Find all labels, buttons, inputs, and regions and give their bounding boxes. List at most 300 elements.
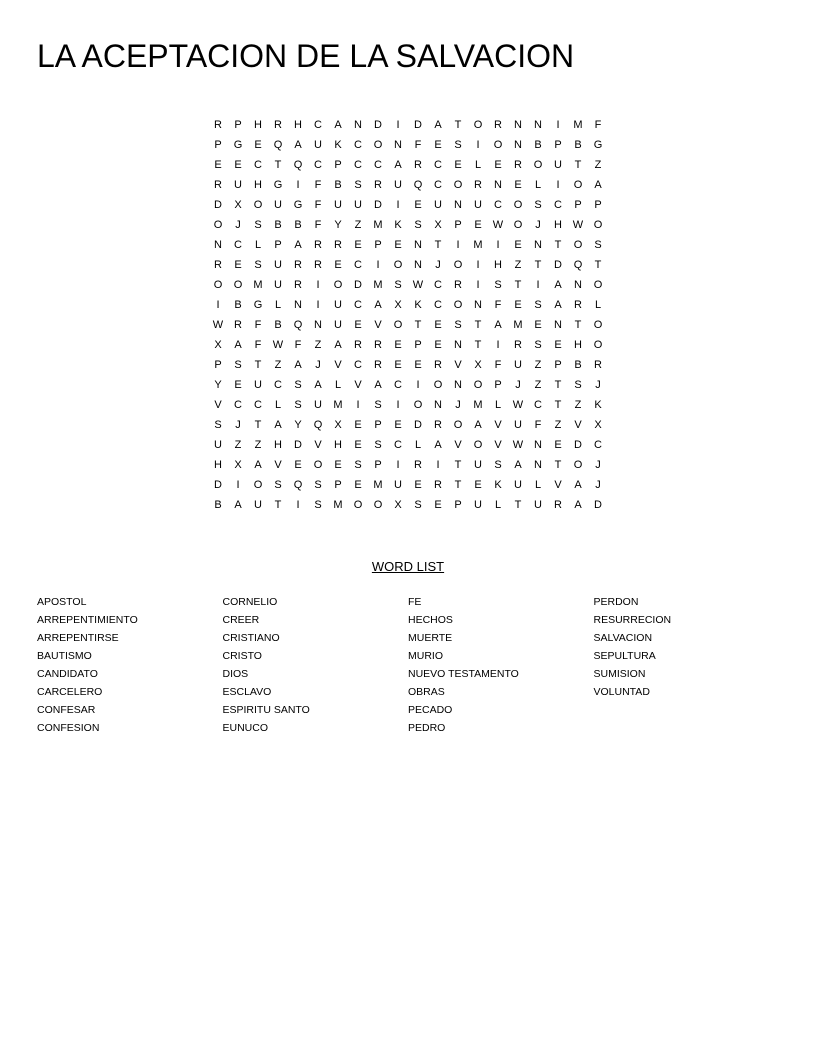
grid-letter: U — [434, 199, 442, 211]
grid-letter: O — [593, 219, 603, 231]
grid-letter: U — [354, 199, 362, 211]
grid-letter: S — [214, 419, 222, 431]
grid-letter: T — [574, 159, 582, 171]
grid-letter: N — [574, 279, 582, 291]
grid-letter: H — [254, 179, 262, 191]
grid-letter: A — [514, 459, 522, 471]
grid-letter: E — [394, 339, 402, 351]
grid-letter: P — [334, 479, 342, 491]
grid-letter: U — [514, 419, 522, 431]
word-list-item: PERDON — [593, 596, 639, 608]
grid-letter: N — [514, 139, 522, 151]
grid-letter: S — [574, 379, 582, 391]
grid-letter: O — [393, 319, 403, 331]
grid-letter: I — [396, 459, 400, 471]
grid-letter: Z — [254, 439, 262, 451]
grid-letter: O — [513, 199, 523, 211]
grid-letter: U — [314, 139, 322, 151]
grid-letter: Z — [314, 339, 322, 351]
grid-letter: I — [216, 299, 220, 311]
grid-letter: I — [396, 199, 400, 211]
grid-letter: R — [214, 179, 222, 191]
word-list-column — [223, 593, 409, 737]
grid-letter: V — [354, 379, 362, 391]
word-list-item: VOLUNTAD — [593, 686, 650, 698]
grid-letter: A — [594, 179, 602, 191]
grid-letter: C — [554, 199, 562, 211]
grid-letter: F — [314, 219, 322, 231]
grid-letter: R — [514, 339, 522, 351]
grid-letter: O — [453, 419, 463, 431]
grid-letter: O — [473, 119, 483, 131]
grid-letter: W — [572, 219, 584, 231]
grid-letter: M — [473, 239, 483, 251]
grid-letter: U — [334, 199, 342, 211]
grid-letter: X — [394, 299, 402, 311]
grid-letter: S — [454, 139, 462, 151]
grid-letter: R — [414, 159, 422, 171]
grid-letter: U — [314, 399, 322, 411]
grid-letter: O — [253, 199, 263, 211]
grid-letter: O — [533, 159, 543, 171]
grid-letter: V — [334, 359, 342, 371]
grid-letter: B — [274, 319, 282, 331]
grid-letter: F — [534, 419, 542, 431]
grid-letter: O — [213, 279, 223, 291]
word-list-item: FE — [408, 596, 422, 608]
grid-letter: E — [354, 419, 362, 431]
grid-letter: P — [334, 159, 342, 171]
grid-letter: E — [414, 199, 422, 211]
page-title: LA ACEPTACION DE LA SALVACION — [37, 38, 575, 74]
grid-letter: E — [354, 319, 362, 331]
grid-letter: V — [574, 419, 582, 431]
grid-letter: L — [414, 439, 422, 451]
grid-letter: N — [354, 119, 362, 131]
grid-letter: A — [254, 459, 262, 471]
grid-letter: O — [213, 219, 223, 231]
word-list-item: CARCELERO — [37, 686, 103, 698]
grid-letter: E — [534, 319, 542, 331]
grid-letter: O — [493, 139, 503, 151]
grid-letter: R — [274, 119, 282, 131]
grid-letter: G — [253, 299, 263, 311]
word-list-column — [408, 593, 594, 737]
grid-letter: S — [374, 399, 382, 411]
word-list-item: CREER — [222, 614, 260, 626]
grid-letter: T — [274, 499, 282, 511]
grid-letter: S — [454, 319, 462, 331]
grid-letter: S — [414, 499, 422, 511]
grid-letter: U — [474, 459, 482, 471]
grid-letter: O — [313, 459, 323, 471]
grid-letter: N — [434, 399, 442, 411]
grid-letter: N — [214, 239, 222, 251]
grid-letter: P — [214, 359, 222, 371]
grid-letter: S — [294, 399, 302, 411]
grid-letter: G — [293, 199, 303, 211]
grid-letter: C — [354, 299, 362, 311]
grid-letter: X — [214, 339, 222, 351]
grid-letter: K — [494, 479, 502, 491]
word-list-item: CONFESAR — [37, 704, 96, 716]
grid-letter: J — [535, 219, 541, 231]
grid-letter: E — [414, 479, 422, 491]
grid-letter: A — [294, 239, 302, 251]
grid-letter: E — [234, 259, 242, 271]
word-list-item: OBRAS — [408, 686, 445, 698]
grid-letter: O — [573, 459, 583, 471]
word-list-item: CONFESION — [37, 722, 100, 734]
grid-letter: T — [554, 459, 562, 471]
grid-letter: X — [474, 359, 482, 371]
grid-letter: U — [274, 279, 282, 291]
grid-letter: K — [334, 139, 342, 151]
grid-letter: D — [294, 439, 302, 451]
grid-letter: B — [234, 299, 242, 311]
grid-letter: J — [455, 399, 461, 411]
grid-letter: E — [234, 159, 242, 171]
grid-letter: M — [253, 279, 263, 291]
grid-letter: Z — [594, 159, 602, 171]
grid-letter: C — [234, 239, 242, 251]
grid-letter: V — [214, 399, 222, 411]
grid-letter: M — [473, 399, 483, 411]
word-list-item: ESPIRITU SANTO — [222, 704, 310, 716]
grid-letter: R — [374, 359, 382, 371]
grid-letter: Z — [534, 359, 542, 371]
grid-letter: N — [534, 119, 542, 131]
grid-letter: H — [574, 339, 582, 351]
grid-letter: P — [374, 459, 382, 471]
grid-letter: T — [254, 359, 262, 371]
grid-letter: T — [414, 319, 422, 331]
grid-letter: I — [476, 139, 480, 151]
grid-letter: S — [534, 299, 542, 311]
grid-letter: S — [494, 459, 502, 471]
grid-letter: R — [214, 119, 222, 131]
grid-letter: V — [494, 439, 502, 451]
grid-letter: A — [434, 439, 442, 451]
grid-letter: S — [314, 479, 322, 491]
grid-letter: P — [374, 419, 382, 431]
grid-letter: C — [434, 179, 442, 191]
grid-letter: T — [514, 499, 522, 511]
grid-letter: I — [536, 279, 540, 291]
grid-letter: R — [234, 319, 242, 331]
grid-letter: J — [235, 219, 241, 231]
grid-letter: M — [373, 279, 383, 291]
grid-letter: O — [573, 239, 583, 251]
grid-letter: T — [554, 399, 562, 411]
grid-letter: E — [334, 259, 342, 271]
grid-letter: O — [393, 259, 403, 271]
grid-letter: Q — [293, 479, 303, 491]
grid-letter: R — [514, 159, 522, 171]
grid-letter: H — [254, 119, 262, 131]
grid-letter: E — [434, 139, 442, 151]
grid-letter: U — [514, 479, 522, 491]
grid-letter: M — [513, 319, 523, 331]
grid-letter: S — [394, 279, 402, 291]
grid-letter: E — [354, 479, 362, 491]
grid-letter: I — [316, 279, 320, 291]
grid-letter: N — [494, 179, 502, 191]
word-list-column — [594, 593, 780, 737]
grid-letter: E — [434, 319, 442, 331]
grid-letter: V — [314, 439, 322, 451]
grid-letter: O — [353, 499, 363, 511]
grid-letter: T — [454, 459, 462, 471]
grid-letter: K — [594, 399, 602, 411]
word-list-item: CRISTIANO — [222, 632, 280, 644]
grid-letter: A — [494, 319, 502, 331]
grid-letter: E — [254, 139, 262, 151]
grid-letter: I — [476, 259, 480, 271]
grid-letter: O — [593, 319, 603, 331]
grid-letter: C — [354, 359, 362, 371]
grid-letter: B — [334, 179, 342, 191]
grid-letter: O — [413, 399, 423, 411]
grid-letter: O — [253, 479, 263, 491]
grid-letter: Q — [413, 179, 423, 191]
grid-letter: U — [394, 479, 402, 491]
grid-letter: I — [316, 299, 320, 311]
grid-letter: F — [594, 119, 602, 131]
grid-letter: A — [394, 159, 402, 171]
word-list-item: DIOS — [222, 668, 249, 680]
grid-letter: L — [494, 499, 502, 511]
grid-letter: M — [333, 499, 343, 511]
grid-letter: U — [474, 199, 482, 211]
grid-letter: C — [394, 379, 402, 391]
grid-letter: X — [334, 419, 342, 431]
grid-letter: L — [474, 159, 482, 171]
word-list-item: MURIO — [408, 650, 443, 662]
grid-letter: S — [594, 239, 602, 251]
grid-letter: T — [574, 319, 582, 331]
grid-letter: C — [434, 159, 442, 171]
grid-letter: M — [373, 219, 383, 231]
grid-letter: E — [354, 239, 362, 251]
grid-letter: J — [515, 379, 521, 391]
grid-letter: C — [354, 139, 362, 151]
grid-letter: T — [254, 419, 262, 431]
grid-letter: G — [273, 179, 283, 191]
grid-letter: O — [453, 259, 463, 271]
grid-letter: Y — [334, 219, 342, 231]
grid-letter: A — [314, 379, 322, 391]
grid-letter: P — [454, 499, 462, 511]
grid-letter: G — [233, 139, 243, 151]
word-list-item: EUNUCO — [222, 722, 269, 734]
grid-letter: E — [394, 419, 402, 431]
grid-letter: D — [374, 119, 382, 131]
grid-letter: O — [593, 279, 603, 291]
grid-letter: Z — [274, 359, 282, 371]
grid-letter: C — [374, 159, 382, 171]
grid-letter: N — [534, 439, 542, 451]
grid-letter: F — [254, 319, 262, 331]
grid-letter: U — [534, 499, 542, 511]
grid-letter: Z — [234, 439, 242, 451]
grid-letter: B — [574, 359, 582, 371]
grid-letter: T — [594, 259, 602, 271]
grid-letter: E — [434, 339, 442, 351]
grid-letter: U — [254, 499, 262, 511]
grid-letter: D — [594, 499, 602, 511]
grid-letter: I — [556, 179, 560, 191]
grid-letter: T — [454, 479, 462, 491]
grid-letter: V — [454, 439, 462, 451]
word-list-item: BAUTISMO — [37, 650, 92, 662]
grid-letter: U — [274, 199, 282, 211]
grid-letter: I — [396, 399, 400, 411]
grid-letter: T — [434, 239, 442, 251]
grid-letter: L — [274, 399, 282, 411]
grid-letter: L — [274, 299, 282, 311]
grid-letter: A — [334, 339, 342, 351]
grid-letter: X — [594, 419, 602, 431]
grid-letter: Z — [574, 399, 582, 411]
word-search-grid — [208, 115, 608, 515]
grid-letter: C — [354, 259, 362, 271]
grid-letter: P — [594, 199, 602, 211]
grid-letter: P — [414, 339, 422, 351]
grid-letter: I — [376, 259, 380, 271]
word-list-item: HECHOS — [408, 614, 453, 626]
grid-letter: F — [254, 339, 262, 351]
grid-letter: L — [534, 179, 542, 191]
grid-letter: I — [456, 239, 460, 251]
word-list-item: CRISTO — [222, 650, 262, 662]
grid-letter: Y — [214, 379, 222, 391]
grid-letter: R — [494, 119, 502, 131]
grid-letter: M — [373, 479, 383, 491]
grid-letter: A — [294, 139, 302, 151]
grid-letter: E — [394, 239, 402, 251]
word-list-item: ESCLAVO — [222, 686, 272, 698]
grid-letter: S — [254, 219, 262, 231]
grid-letter: U — [554, 159, 562, 171]
grid-letter: N — [394, 139, 402, 151]
grid-letter: M — [333, 399, 343, 411]
grid-letter: Q — [273, 139, 283, 151]
grid-letter: I — [416, 379, 420, 391]
grid-letter: R — [434, 479, 442, 491]
grid-letter: C — [494, 199, 502, 211]
grid-letter: A — [294, 359, 302, 371]
grid-letter: L — [254, 239, 262, 251]
grid-letter: Z — [354, 219, 362, 231]
grid-letter: T — [474, 339, 482, 351]
grid-letter: Q — [293, 159, 303, 171]
grid-letter: D — [354, 279, 362, 291]
grid-letter: X — [394, 499, 402, 511]
grid-letter: P — [494, 379, 502, 391]
grid-letter: E — [514, 239, 522, 251]
word-list-item: ARREPENTIRSE — [37, 632, 119, 644]
grid-letter: O — [473, 439, 483, 451]
grid-letter: U — [254, 379, 262, 391]
grid-letter: R — [314, 239, 322, 251]
word-list-item: SALVACION — [593, 632, 653, 644]
grid-letter: M — [573, 119, 583, 131]
grid-letter: R — [294, 279, 302, 291]
grid-letter: W — [512, 439, 524, 451]
grid-letter: I — [236, 479, 240, 491]
grid-letter: C — [274, 379, 282, 391]
grid-letter: H — [294, 119, 302, 131]
grid-letter: O — [513, 219, 523, 231]
grid-letter: C — [254, 399, 262, 411]
grid-letter: J — [235, 419, 241, 431]
word-list — [37, 593, 779, 737]
grid-letter: F — [314, 199, 322, 211]
grid-letter: N — [474, 299, 482, 311]
grid-letter: O — [433, 379, 443, 391]
grid-letter: B — [274, 219, 282, 231]
grid-letter: O — [233, 279, 243, 291]
grid-letter: R — [594, 359, 602, 371]
grid-letter: C — [354, 159, 362, 171]
grid-letter: P — [454, 219, 462, 231]
grid-letter: D — [214, 199, 222, 211]
word-list-item: APOSTOL — [37, 596, 87, 608]
grid-letter: S — [354, 459, 362, 471]
grid-letter: C — [234, 399, 242, 411]
grid-letter: Z — [514, 259, 522, 271]
grid-letter: T — [554, 379, 562, 391]
word-list-item: PECADO — [408, 704, 453, 716]
grid-letter: A — [234, 339, 242, 351]
grid-letter: L — [334, 379, 342, 391]
grid-letter: V — [554, 479, 562, 491]
grid-letter: H — [494, 259, 502, 271]
grid-letter: V — [374, 319, 382, 331]
grid-letter: L — [534, 479, 542, 491]
grid-letter: I — [556, 119, 560, 131]
grid-letter: Z — [534, 379, 542, 391]
grid-letter: E — [394, 359, 402, 371]
grid-letter: S — [274, 479, 282, 491]
grid-letter: A — [374, 299, 382, 311]
grid-letter: T — [274, 159, 282, 171]
grid-letter: F — [494, 359, 502, 371]
grid-letter: G — [593, 139, 603, 151]
grid-letter: P — [554, 139, 562, 151]
grid-letter: Y — [294, 419, 302, 431]
grid-letter: Q — [293, 319, 303, 331]
grid-letter: S — [374, 439, 382, 451]
grid-letter: O — [573, 179, 583, 191]
grid-letter: L — [494, 399, 502, 411]
grid-letter: N — [454, 339, 462, 351]
grid-letter: I — [476, 279, 480, 291]
grid-letter: O — [453, 179, 463, 191]
grid-letter: N — [534, 239, 542, 251]
grid-letter: L — [594, 299, 602, 311]
grid-letter: D — [374, 199, 382, 211]
grid-letter: N — [294, 299, 302, 311]
grid-letter: U — [274, 259, 282, 271]
grid-letter: R — [354, 339, 362, 351]
grid-letter: D — [554, 259, 562, 271]
grid-letter: H — [334, 439, 342, 451]
grid-letter: R — [414, 459, 422, 471]
grid-letter: T — [514, 279, 522, 291]
grid-letter: P — [274, 239, 282, 251]
